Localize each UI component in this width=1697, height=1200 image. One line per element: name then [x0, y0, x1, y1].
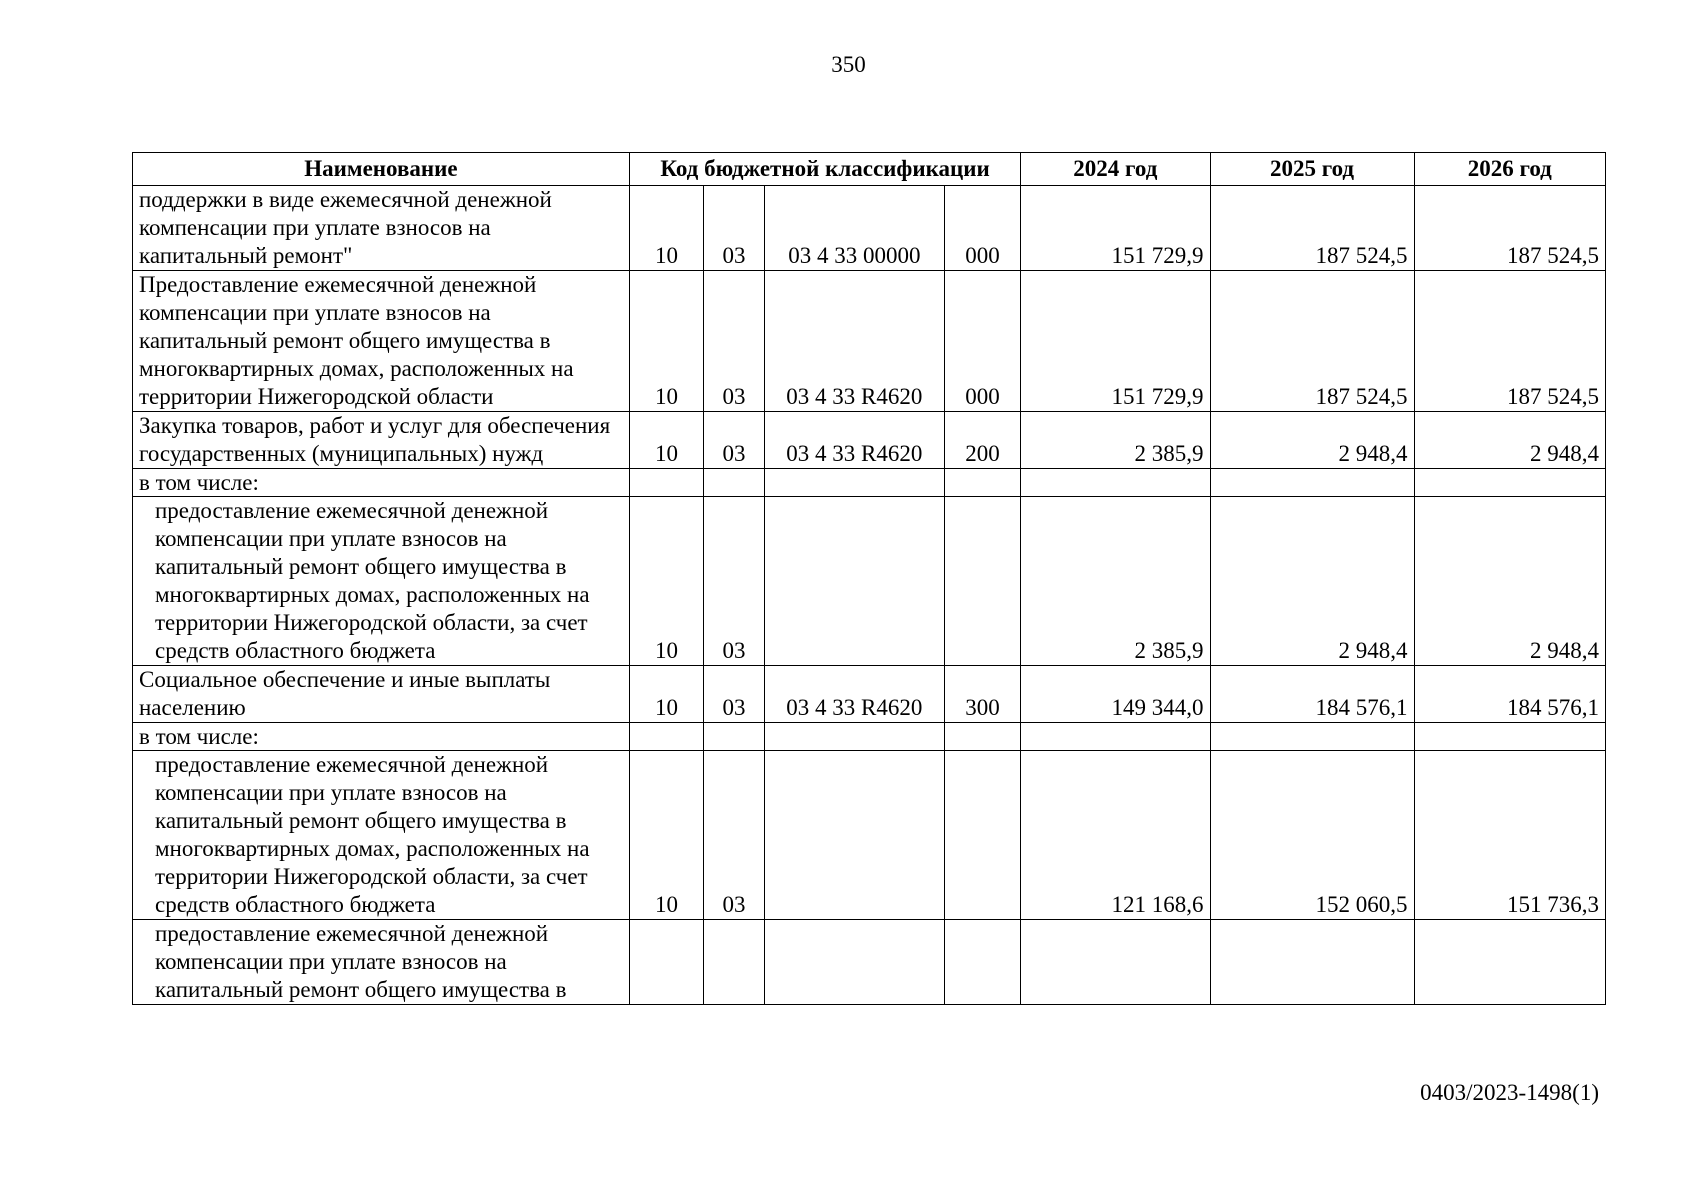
row-pr: 03: [704, 497, 765, 666]
row-pr: 03: [704, 666, 765, 723]
row-2025: [1210, 920, 1414, 1005]
row-2025: 2 948,4: [1210, 497, 1414, 666]
row-2024: [1021, 469, 1210, 497]
row-pr: 03: [704, 186, 765, 271]
row-rz: 10: [629, 666, 703, 723]
row-rz: [629, 469, 703, 497]
budget-table: [132, 152, 1606, 1005]
row-name: Предоставление ежемесячной денежной компенсации при уплате взносов на капитальный ремонт общего имущества в многоквартирных домах, расположенных на территории Нижегородской области: [133, 271, 630, 412]
row-vr: [944, 751, 1020, 920]
row-csr: 03 4 33 R4620: [764, 666, 944, 723]
row-2026: [1414, 920, 1606, 1005]
row-vr: [944, 469, 1020, 497]
row-2025: [1210, 723, 1414, 751]
row-rz: [629, 920, 703, 1005]
row-vr: 200: [944, 412, 1020, 469]
row-name: Социальное обеспечение и иные выплаты населению: [133, 666, 630, 723]
row-2026: 187 524,5: [1414, 186, 1606, 271]
row-name: предоставление ежемесячной денежной компенсации при уплате взносов на капитальный ремонт общего имущества в многоквартирных домах, расположенных на территории Нижегородской области, за счет средств областного бюджета: [133, 497, 630, 666]
row-pr: 03: [704, 412, 765, 469]
table-row: [133, 920, 1606, 1005]
row-rz: 10: [629, 751, 703, 920]
row-vr: [944, 723, 1020, 751]
row-2025: 2 948,4: [1210, 412, 1414, 469]
row-2024: 149 344,0: [1021, 666, 1210, 723]
header-code: Код бюджетной классификации: [629, 153, 1020, 186]
row-2026: 2 948,4: [1414, 497, 1606, 666]
table-row: [133, 723, 1606, 751]
row-2025: 184 576,1: [1210, 666, 1414, 723]
row-2025: [1210, 469, 1414, 497]
row-name: в том числе:: [133, 723, 630, 751]
table-row: [133, 666, 1606, 723]
row-csr: [764, 469, 944, 497]
row-rz: 10: [629, 497, 703, 666]
row-2024: 121 168,6: [1021, 751, 1210, 920]
row-csr: [764, 920, 944, 1005]
row-vr: 300: [944, 666, 1020, 723]
row-2026: 184 576,1: [1414, 666, 1606, 723]
row-rz: [629, 723, 703, 751]
table-header-row: [133, 153, 1606, 186]
row-2024: [1021, 723, 1210, 751]
row-rz: 10: [629, 412, 703, 469]
row-pr: 03: [704, 271, 765, 412]
row-pr: [704, 723, 765, 751]
row-pr: 03: [704, 751, 765, 920]
header-2024: 2024 год: [1021, 153, 1210, 186]
page-number: 350: [831, 52, 866, 77]
row-2025: 152 060,5: [1210, 751, 1414, 920]
table-row: [133, 186, 1606, 271]
row-vr: [944, 497, 1020, 666]
row-csr: [764, 497, 944, 666]
table-row: [133, 271, 1606, 412]
row-name: в том числе:: [133, 469, 630, 497]
header-2025: 2025 год: [1210, 153, 1414, 186]
row-name: предоставление ежемесячной денежной компенсации при уплате взносов на капитальный ремонт общего имущества в: [133, 920, 630, 1005]
row-2026: 187 524,5: [1414, 271, 1606, 412]
header-2026: 2026 год: [1414, 153, 1606, 186]
row-2026: 151 736,3: [1414, 751, 1606, 920]
document-code: 0403/2023-1498(1): [1420, 1080, 1599, 1105]
row-name: поддержки в виде ежемесячной денежной компенсации при уплате взносов на капитальный ремонт": [133, 186, 630, 271]
row-vr: [944, 920, 1020, 1005]
row-2024: 151 729,9: [1021, 186, 1210, 271]
row-2026: [1414, 723, 1606, 751]
row-name: предоставление ежемесячной денежной компенсации при уплате взносов на капитальный ремонт общего имущества в многоквартирных домах, расположенных на территории Нижегородской области, за счет средств областного бюджета: [133, 751, 630, 920]
row-csr: [764, 751, 944, 920]
row-pr: [704, 920, 765, 1005]
row-2024: 151 729,9: [1021, 271, 1210, 412]
row-2024: [1021, 920, 1210, 1005]
row-pr: [704, 469, 765, 497]
row-2026: 2 948,4: [1414, 412, 1606, 469]
row-csr: 03 4 33 R4620: [764, 271, 944, 412]
table-row: [133, 751, 1606, 920]
header-name: Наименование: [133, 153, 630, 186]
table-row: [133, 412, 1606, 469]
row-csr: 03 4 33 00000: [764, 186, 944, 271]
row-csr: 03 4 33 R4620: [764, 412, 944, 469]
row-2024: 2 385,9: [1021, 497, 1210, 666]
table-row: [133, 469, 1606, 497]
table-row: [133, 497, 1606, 666]
row-name: Закупка товаров, работ и услуг для обеспечения государственных (муниципальных) нужд: [133, 412, 630, 469]
row-2024: 2 385,9: [1021, 412, 1210, 469]
row-2025: 187 524,5: [1210, 271, 1414, 412]
row-vr: 000: [944, 271, 1020, 412]
row-csr: [764, 723, 944, 751]
row-rz: 10: [629, 186, 703, 271]
row-rz: 10: [629, 271, 703, 412]
row-2026: [1414, 469, 1606, 497]
row-vr: 000: [944, 186, 1020, 271]
row-2025: 187 524,5: [1210, 186, 1414, 271]
